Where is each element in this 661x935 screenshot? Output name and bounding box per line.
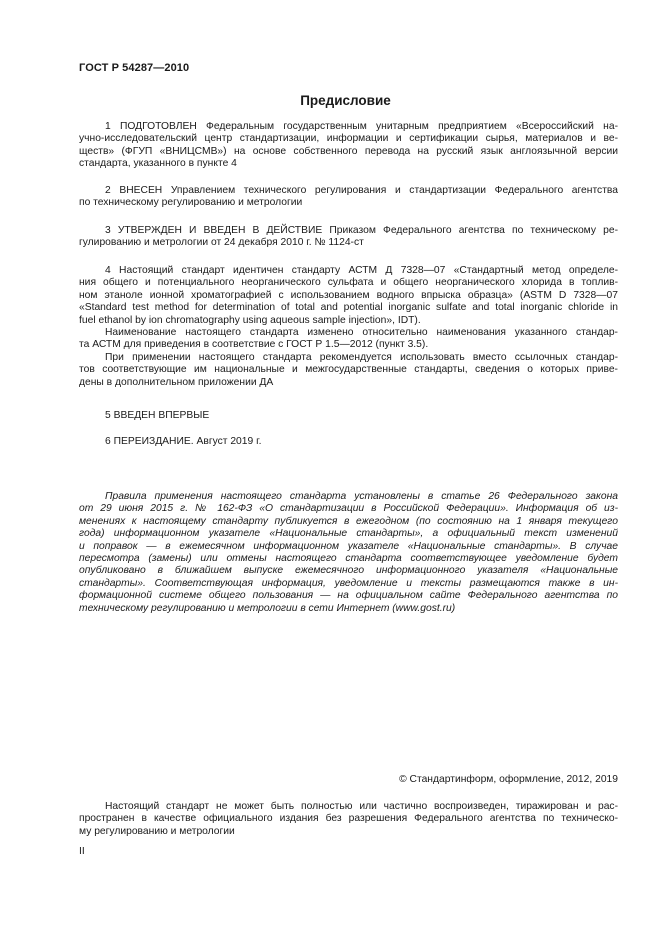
p6-text: 6 ПЕРЕИЗДАНИЕ. Август 2019 г. — [105, 436, 262, 447]
p4c-line: тов соответствующие им национальные и межгосударственные стандарты, сведения о которых приве- — [79, 364, 618, 376]
document-id: ГОСТ Р 54287—2010 — [79, 62, 190, 74]
p1-line: учно-исследовательский центр стандартизации, информации и сертификации сырья, материалов и ве- — [79, 133, 618, 145]
reproduction-line: пространен в качестве официального издания без разрешения Федерального агентства по техническо- — [79, 813, 618, 825]
reproduction-notice — [79, 801, 618, 838]
p1-line: стандарта, указанного в пункте 4 — [79, 158, 237, 170]
paragraph-5 — [79, 410, 618, 422]
paragraph-6 — [79, 436, 618, 448]
p4-line: ном этаноле ионной хроматографией с использованием водного впрыска образца» (ASTM D 7328—07 — [79, 289, 618, 301]
notice-line: Правила применения настоящего стандарта установлены в статье 26 Федерального закона — [105, 491, 618, 502]
paragraph-4 — [79, 265, 618, 389]
notice-line: года) информационном указателе «Национальные стандарты», а официальный текст изменений — [79, 528, 618, 540]
p4-line: ния общего и потенциального неорганического сульфата и общего неорганического хлорида в топлив- — [79, 277, 618, 289]
p4-line: «Standard test method for determination of total and potential inorganic sulfate and total inorganic chloride in — [79, 302, 618, 314]
page-number: II — [79, 846, 85, 857]
page-title: Предисловие — [300, 93, 391, 108]
p1-line: ществ» (ФГУП «ВНИЦСМВ») на основе собственного перевода на русский язык англоязычной версии — [79, 145, 618, 157]
notice-line: техническому регулированию и метрологии в сети Интернет (www.gost.ru) — [79, 602, 456, 614]
notice-line: опубликовано в ближайшем выпуске ежемесячного информационного указателя «Национальные — [79, 565, 618, 577]
notice-line: и поправок — в ежемесячном информационном указателе «Национальные стандарты». В случае — [79, 540, 618, 552]
paragraph-3 — [79, 225, 618, 250]
notice-line: стандарты». Соответствующая информация, уведомление и тексты размещаются также в ин- — [79, 577, 618, 589]
p3-line: гулированию и метрологии от 24 декабря 2010 г. № 1124-ст — [79, 237, 364, 249]
p1-line: 1 ПОДГОТОВЛЕН Федеральным государственным унитарным предприятием «Всероссийский на- — [105, 121, 618, 132]
p4-line: fuel ethanol by ion chromatography using aqueous sample injection», IDT). — [79, 314, 421, 326]
legal-notice — [79, 491, 618, 615]
p5-text: 5 ВВЕДЕН ВПЕРВЫЕ — [105, 410, 210, 421]
notice-line: от 29 июня 2015 г. № 162-ФЗ «О стандартизации в Российской Федерации». Информация об из- — [79, 503, 618, 515]
reproduction-line: Настоящий стандарт не может быть полностью или частично воспроизведен, тиражирован и рас- — [105, 801, 618, 812]
p3-line: 3 УТВЕРЖДЕН И ВВЕДЕН В ДЕЙСТВИЕ Приказом Федерального агентства по техническому ре- — [105, 225, 618, 236]
notice-line: менениях к настоящему стандарту публикуется в ежегодном (по состоянию на 1 января текущего — [79, 515, 618, 527]
notice-line: пересмотра (замены) или отмены настоящего стандарта соответствующее уведомление будет — [79, 553, 618, 565]
reproduction-line: му регулированию и метрологии — [79, 825, 235, 837]
paragraph-2 — [79, 185, 618, 210]
p4-line: 4 Настоящий стандарт идентичен стандарту АСТМ Д 7328—07 «Стандартный метод определе- — [105, 265, 618, 276]
copyright: © Стандартинформ, оформление, 2012, 2019 — [399, 774, 618, 785]
p4b-line: та АСТМ для приведения в соответствие с ГОСТ Р 1.5—2012 (пункт 3.5). — [79, 339, 429, 351]
p4c-line: При применении настоящего стандарта рекомендуется использовать вместо ссылочных стандар- — [105, 351, 618, 363]
p2-line: 2 ВНЕСЕН Управлением технического регулирования и стандартизации Федерального агентства — [105, 185, 618, 196]
p4b-line: Наименование настоящего стандарта изменено относительно наименования указанного стандар- — [105, 327, 618, 339]
p4c-line: дены в дополнительном приложении ДА — [79, 376, 274, 388]
p2-line: по техническому регулированию и метрологии — [79, 197, 303, 209]
notice-line: формационной системе общего пользования — на официальном сайте Федерального агентства по — [79, 590, 618, 602]
paragraph-1 — [79, 121, 618, 171]
